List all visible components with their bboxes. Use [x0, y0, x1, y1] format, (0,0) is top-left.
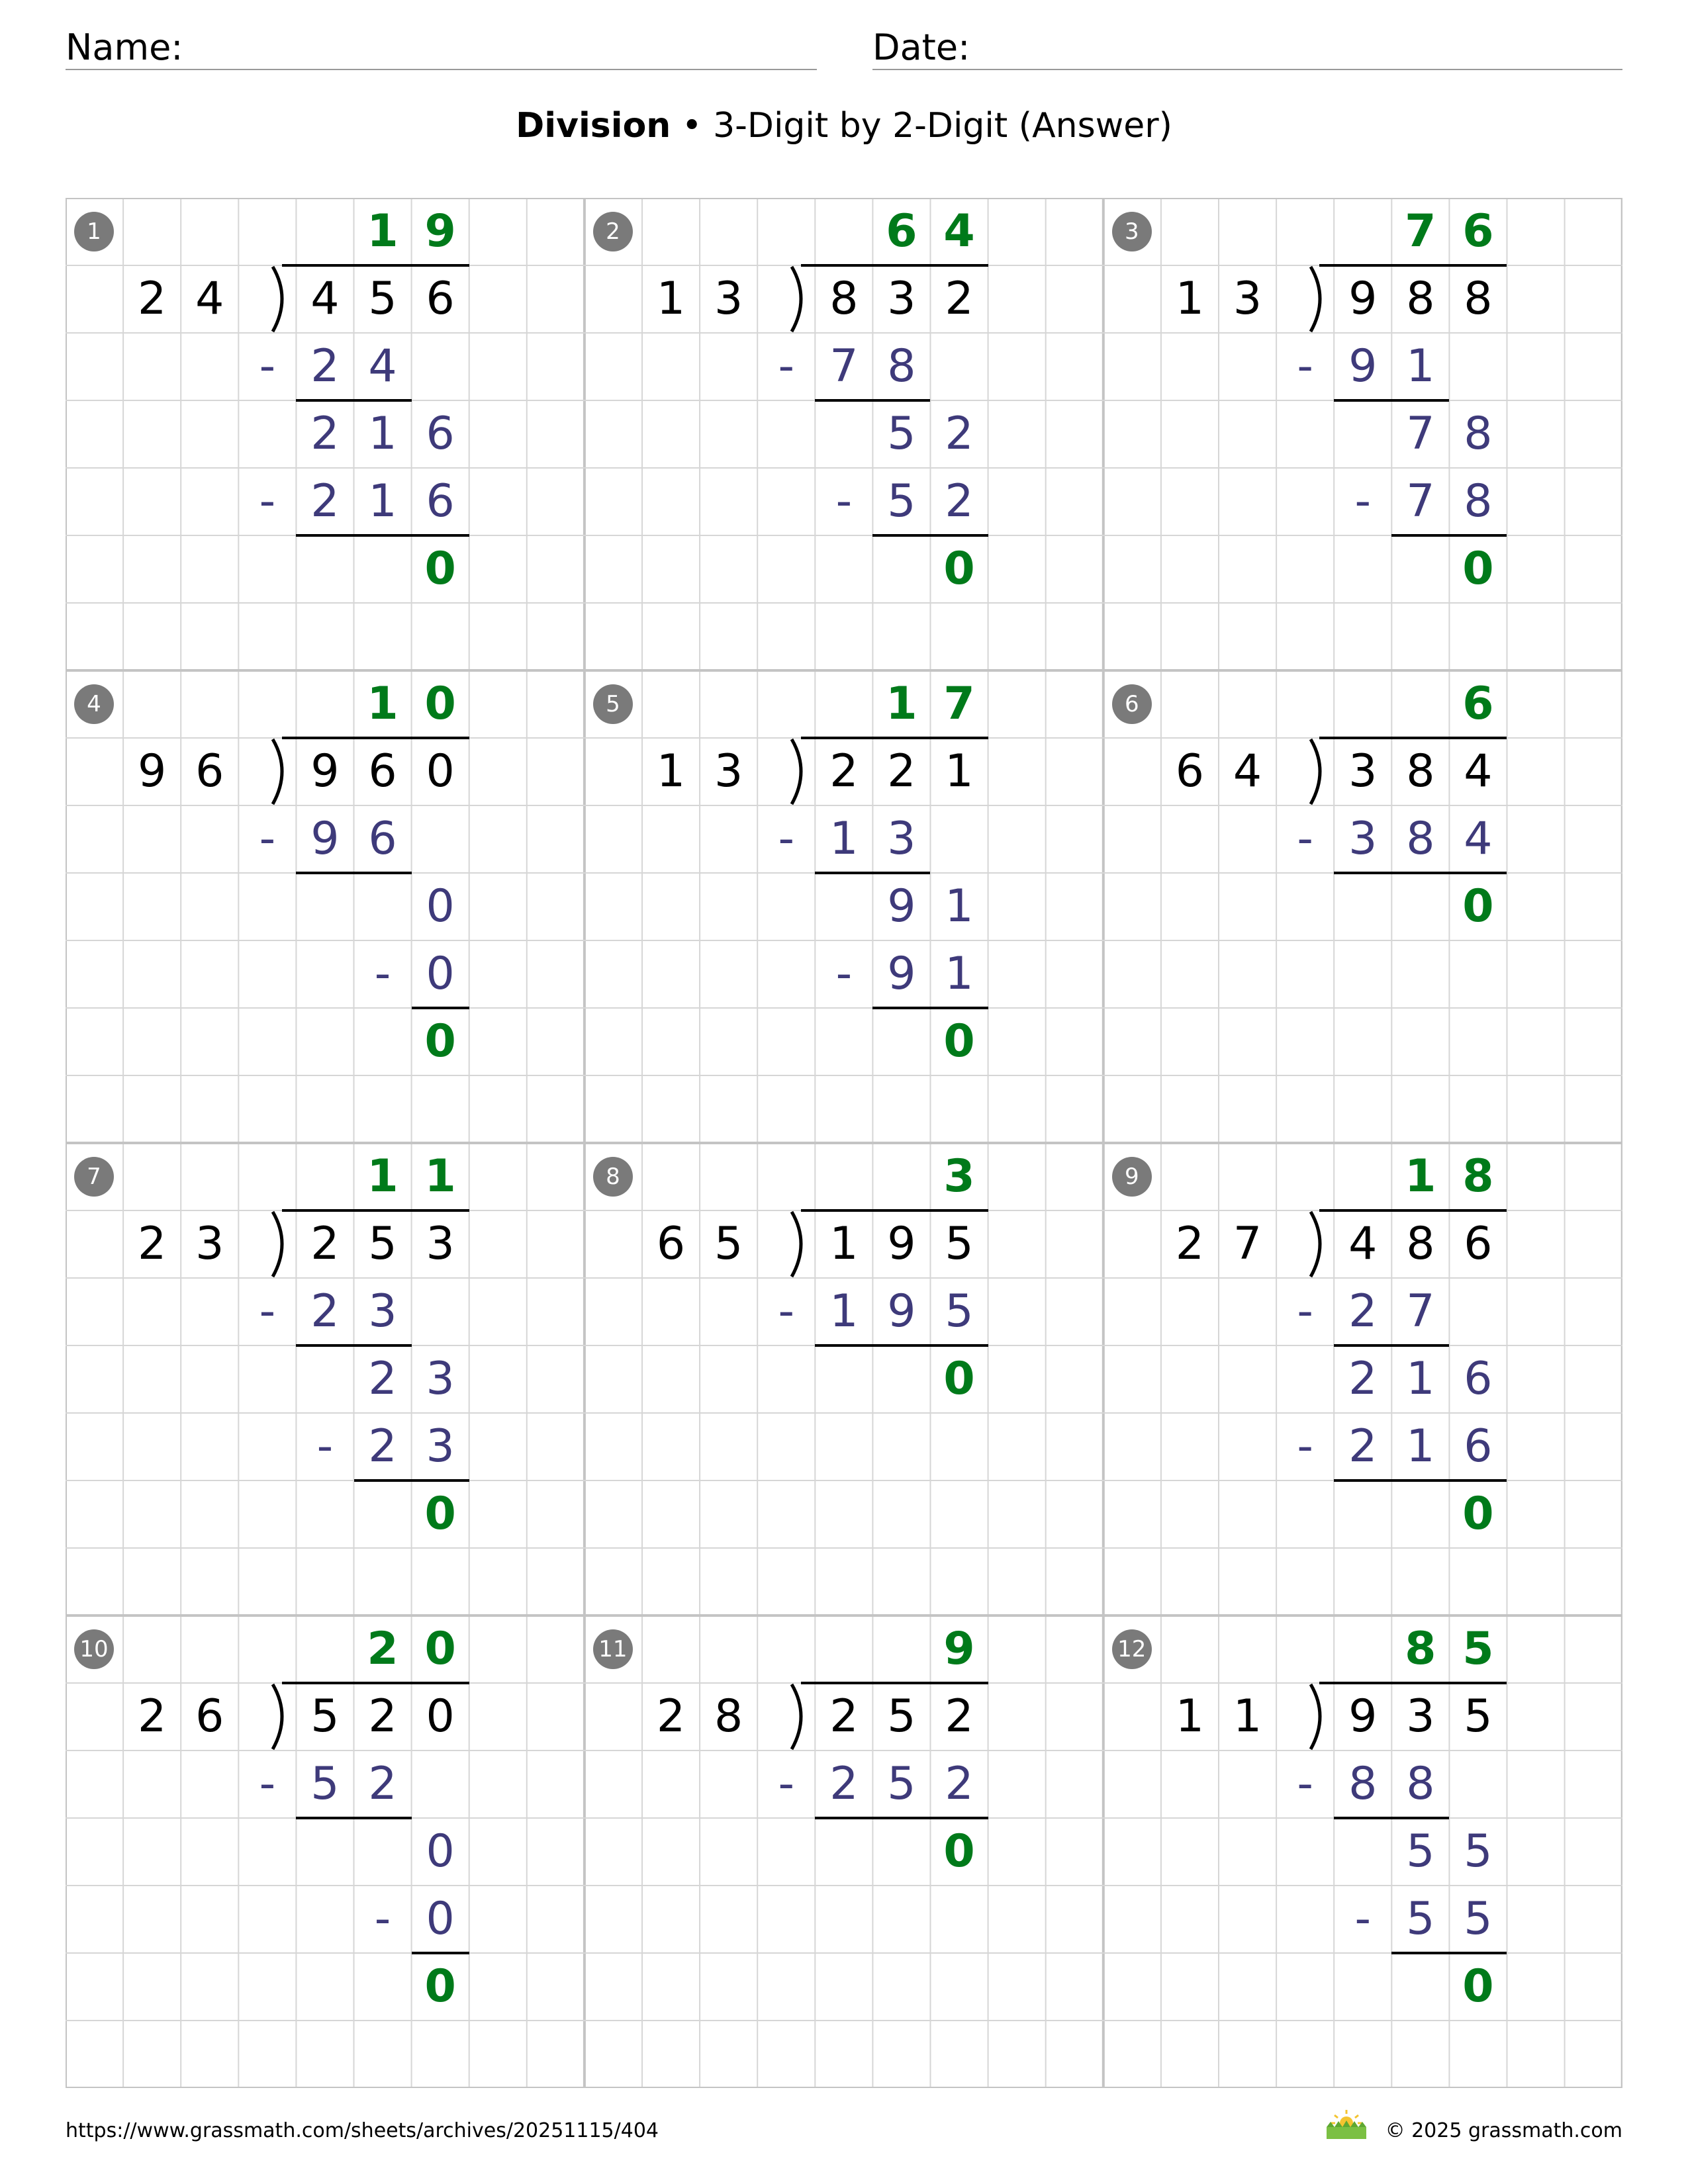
dividend-digit: 5: [945, 1218, 974, 1270]
dividend-digit: 0: [426, 745, 455, 797]
subtrahend-digit: 4: [1464, 813, 1493, 865]
subtrahend-digit: 1: [829, 813, 859, 865]
subtrahend-digit: 7: [829, 340, 859, 392]
subtrahend-digit: 8: [1406, 813, 1435, 865]
minus-sign: -: [374, 1893, 391, 1945]
dividend-digit: 8: [1406, 1218, 1435, 1270]
partial-dividend-digit: 5: [1464, 1825, 1493, 1878]
division-bracket: [1307, 265, 1333, 333]
division-bracket: [788, 1683, 814, 1751]
subtrahend-digit: 2: [310, 340, 340, 392]
subtrahend-digit: 1: [368, 475, 397, 527]
divisor-digit: 3: [1233, 273, 1262, 325]
dividend-digit: 2: [310, 1218, 340, 1270]
dividend-digit: 6: [368, 745, 397, 797]
subtrahend-digit: 7: [1406, 1285, 1435, 1338]
subtrahend-digit: 8: [1406, 1758, 1435, 1810]
dividend-digit: 8: [1464, 273, 1493, 325]
problem-number-badge: 11: [593, 1629, 633, 1669]
problem-number-badge: 12: [1112, 1629, 1152, 1669]
problem-number-badge: 4: [74, 684, 114, 724]
subtrahend-digit: 6: [426, 475, 455, 527]
dividend-digit: 1: [829, 1218, 859, 1270]
dividend-digit: 5: [1464, 1690, 1493, 1743]
subtrahend-digit: 8: [1464, 475, 1493, 527]
division-bracket: [269, 1210, 295, 1278]
subtrahend-digit: 3: [426, 1420, 455, 1473]
division-bracket: [269, 1683, 295, 1751]
dividend-digit: 5: [310, 1690, 340, 1743]
divisor-digit: 6: [195, 745, 224, 797]
divisor-digit: 9: [138, 745, 167, 797]
subtrahend-digit: 1: [1406, 1420, 1435, 1473]
quotient-digit: 3: [943, 1150, 975, 1203]
minus-sign: -: [1297, 1285, 1313, 1338]
dividend-digit: 9: [887, 1218, 916, 1270]
title-subtitle: 3-Digit by 2-Digit (Answer): [713, 106, 1172, 146]
divisor-digit: 1: [1233, 1690, 1262, 1743]
problem-number-badge: 2: [593, 212, 633, 251]
name-label: Name:: [66, 26, 183, 68]
subtrahend-digit: 8: [1348, 1758, 1378, 1810]
divisor-digit: 1: [656, 273, 686, 325]
subtrahend-digit: 0: [426, 1893, 455, 1945]
dividend-digit: 4: [310, 273, 340, 325]
subtrahend-digit: 5: [887, 1758, 916, 1810]
partial-dividend-digit: 1: [945, 880, 974, 933]
subtrahend-digit: 3: [368, 1285, 397, 1338]
divisor-digit: 1: [1175, 1690, 1205, 1743]
quotient-digit: 5: [1462, 1623, 1494, 1675]
subtrahend-digit: 7: [1406, 475, 1435, 527]
minus-sign: -: [778, 1758, 794, 1810]
minus-sign: -: [1297, 1420, 1313, 1473]
subtrahend-digit: 5: [1406, 1893, 1435, 1945]
quotient-digit: 0: [424, 1623, 456, 1675]
subtrahend-digit: 9: [887, 948, 916, 1000]
dividend-digit: 9: [310, 745, 340, 797]
dividend-digit: 2: [829, 745, 859, 797]
subtrahend-digit: 9: [1348, 340, 1378, 392]
subtrahend-digit: 5: [1464, 1893, 1493, 1945]
division-bracket: [269, 738, 295, 805]
dividend-digit: 6: [1464, 1218, 1493, 1270]
subtrahend-digit: 2: [945, 1758, 974, 1810]
minus-sign: -: [835, 948, 853, 1000]
divisor-digit: 3: [195, 1218, 224, 1270]
quotient-digit: 9: [943, 1623, 975, 1675]
subtrahend-digit: 2: [1348, 1285, 1378, 1338]
divisor-digit: 6: [656, 1218, 686, 1270]
problem-number-badge: 8: [593, 1157, 633, 1197]
partial-dividend-digit: 2: [945, 408, 974, 460]
minus-sign: -: [259, 1285, 276, 1338]
minus-sign: -: [1354, 475, 1371, 527]
division-bracket: [1307, 1210, 1333, 1278]
dividend-digit: 3: [1348, 745, 1378, 797]
subtrahend-digit: 2: [368, 1420, 397, 1473]
minus-sign: -: [1297, 340, 1313, 392]
date-label: Date:: [872, 26, 970, 68]
minus-sign: -: [259, 813, 276, 865]
subtrahend-digit: 6: [1464, 1420, 1493, 1473]
minus-sign: -: [374, 948, 391, 1000]
quotient-digit: 1: [424, 1150, 456, 1203]
quotient-digit: 4: [943, 205, 975, 257]
remainder-digit: 0: [1462, 543, 1494, 595]
quotient-digit: 1: [367, 678, 399, 730]
dividend-digit: 3: [887, 273, 916, 325]
partial-dividend-digit: 0: [426, 880, 455, 933]
division-bracket: [1307, 738, 1333, 805]
dividend-digit: 2: [945, 1690, 974, 1743]
subtrahend-digit: 9: [310, 813, 340, 865]
dividend-digit: 3: [1406, 1690, 1435, 1743]
minus-sign: -: [259, 1758, 276, 1810]
subtraction-line: [296, 872, 411, 874]
quotient-digit: 6: [1462, 678, 1494, 730]
remainder-digit: 0: [424, 1015, 456, 1068]
partial-dividend-digit: 1: [1406, 1353, 1435, 1405]
dividend-digit: 0: [426, 1690, 455, 1743]
partial-dividend-digit: 5: [1406, 1825, 1435, 1878]
subtrahend-digit: 2: [829, 1758, 859, 1810]
partial-dividend-digit: 1: [368, 408, 397, 460]
divisor-digit: 1: [656, 745, 686, 797]
divisor-digit: 2: [1175, 1218, 1205, 1270]
subtrahend-digit: 2: [368, 1758, 397, 1810]
subtrahend-digit: 4: [368, 340, 397, 392]
subtrahend-digit: 9: [887, 1285, 916, 1338]
partial-dividend-digit: 8: [1464, 408, 1493, 460]
dividend-digit: 8: [829, 273, 859, 325]
quotient-digit: 1: [886, 678, 917, 730]
subtrahend-digit: 2: [310, 475, 340, 527]
grass-sun-logo-icon: [1325, 2109, 1368, 2143]
divisor-digit: 2: [138, 273, 167, 325]
remainder-digit: 0: [424, 1488, 456, 1540]
dividend-digit: 6: [426, 273, 455, 325]
problem-number-badge: 5: [593, 684, 633, 724]
subtrahend-digit: 5: [945, 1285, 974, 1338]
quotient-digit: 6: [886, 205, 917, 257]
subtrahend-digit: 3: [887, 813, 916, 865]
partial-dividend-digit: 2: [310, 408, 340, 460]
dividend-digit: 5: [368, 273, 397, 325]
footer-url[interactable]: https://www.grassmath.com/sheets/archives/20251115/404: [66, 2119, 659, 2142]
divisor-digit: 7: [1233, 1218, 1262, 1270]
problem-number-badge: 1: [74, 212, 114, 251]
worksheet-grid: [66, 198, 1622, 2088]
partial-dividend-digit: 0: [426, 1825, 455, 1878]
subtrahend-digit: 8: [887, 340, 916, 392]
dividend-digit: 4: [1464, 745, 1493, 797]
partial-dividend-digit: 7: [1406, 408, 1435, 460]
division-bracket: [269, 265, 295, 333]
divisor-digit: 1: [1175, 273, 1205, 325]
partial-dividend-digit: 6: [426, 408, 455, 460]
problem-number-badge: 3: [1112, 212, 1152, 251]
remainder-digit: 0: [943, 543, 975, 595]
minus-sign: -: [835, 475, 853, 527]
divisor-digit: 2: [138, 1690, 167, 1743]
subtraction-line: [296, 1817, 411, 1819]
problem-number-badge: 9: [1112, 1157, 1152, 1197]
divisor-digit: 6: [1175, 745, 1205, 797]
quotient-digit: 1: [367, 1150, 399, 1203]
dividend-digit: 2: [829, 1690, 859, 1743]
name-field[interactable]: [66, 25, 817, 70]
remainder-digit: 0: [1462, 1960, 1494, 2013]
subtrahend-digit: 6: [368, 813, 397, 865]
quotient-digit: 1: [367, 205, 399, 257]
partial-dividend-digit: 3: [426, 1353, 455, 1405]
minus-sign: -: [1297, 1758, 1313, 1810]
subtrahend-digit: 1: [829, 1285, 859, 1338]
division-bracket: [1307, 1683, 1333, 1751]
problem-number-badge: 10: [74, 1629, 114, 1669]
division-bracket: [788, 1210, 814, 1278]
minus-sign: -: [259, 475, 276, 527]
quotient-digit: 6: [1462, 205, 1494, 257]
subtrahend-digit: 2: [1348, 1420, 1378, 1473]
quotient-digit: 8: [1462, 1150, 1494, 1203]
problem-number-badge: 6: [1112, 684, 1152, 724]
title-main: Division: [516, 106, 671, 146]
dividend-digit: 9: [1348, 1690, 1378, 1743]
subtrahend-digit: 5: [887, 475, 916, 527]
subtrahend-digit: 0: [426, 948, 455, 1000]
quotient-digit: 9: [424, 205, 456, 257]
title-separator: •: [671, 106, 714, 146]
minus-sign: -: [259, 340, 276, 392]
subtrahend-digit: 2: [310, 1285, 340, 1338]
dividend-digit: 2: [368, 1690, 397, 1743]
quotient-digit: 2: [367, 1623, 399, 1675]
divisor-digit: 4: [1233, 745, 1262, 797]
minus-sign: -: [778, 1285, 794, 1338]
page-title: [0, 106, 1688, 146]
remainder-digit: 0: [424, 1960, 456, 2013]
remainder-digit: 0: [1462, 1488, 1494, 1540]
problem-number-badge: 7: [74, 1157, 114, 1197]
remainder-digit: 0: [943, 1825, 975, 1878]
divisor-digit: 6: [195, 1690, 224, 1743]
dividend-digit: 2: [945, 273, 974, 325]
divisor-digit: 3: [714, 273, 743, 325]
remainder-digit: 0: [1462, 880, 1494, 933]
divisor-digit: 5: [714, 1218, 743, 1270]
divisor-digit: 3: [714, 745, 743, 797]
dividend-digit: 4: [1348, 1218, 1378, 1270]
divisor-digit: 8: [714, 1690, 743, 1743]
subtrahend-digit: 1: [945, 948, 974, 1000]
remainder-digit: 0: [943, 1353, 975, 1405]
quotient-digit: 7: [1405, 205, 1436, 257]
division-bracket: [788, 265, 814, 333]
divisor-digit: 4: [195, 273, 224, 325]
footer-copyright: © 2025 grassmath.com: [1385, 2119, 1622, 2142]
quotient-digit: 8: [1405, 1623, 1436, 1675]
remainder-digit: 0: [943, 1015, 975, 1068]
minus-sign: -: [1297, 813, 1313, 865]
dividend-digit: 8: [1406, 745, 1435, 797]
quotient-digit: 1: [1405, 1150, 1436, 1203]
partial-dividend-digit: 9: [887, 880, 916, 933]
subtrahend-digit: 2: [945, 475, 974, 527]
subtrahend-digit: 3: [1348, 813, 1378, 865]
quotient-digit: 7: [943, 678, 975, 730]
minus-sign: -: [778, 340, 794, 392]
minus-sign: -: [1354, 1893, 1371, 1945]
partial-dividend-digit: 6: [1464, 1353, 1493, 1405]
subtrahend-digit: 5: [310, 1758, 340, 1810]
dividend-digit: 2: [887, 745, 916, 797]
quotient-digit: 0: [424, 678, 456, 730]
subtrahend-digit: 1: [1406, 340, 1435, 392]
divisor-digit: 2: [656, 1690, 686, 1743]
partial-dividend-digit: 2: [1348, 1353, 1378, 1405]
divisor-digit: 2: [138, 1218, 167, 1270]
dividend-digit: 3: [426, 1218, 455, 1270]
dividend-digit: 5: [887, 1690, 916, 1743]
date-field[interactable]: [872, 25, 1622, 70]
dividend-digit: 5: [368, 1218, 397, 1270]
dividend-digit: 8: [1406, 273, 1435, 325]
minus-sign: -: [316, 1420, 334, 1473]
partial-dividend-digit: 5: [887, 408, 916, 460]
dividend-digit: 1: [945, 745, 974, 797]
division-bracket: [788, 738, 814, 805]
minus-sign: -: [778, 813, 794, 865]
remainder-digit: 0: [424, 543, 456, 595]
dividend-digit: 9: [1348, 273, 1378, 325]
partial-dividend-digit: 2: [368, 1353, 397, 1405]
